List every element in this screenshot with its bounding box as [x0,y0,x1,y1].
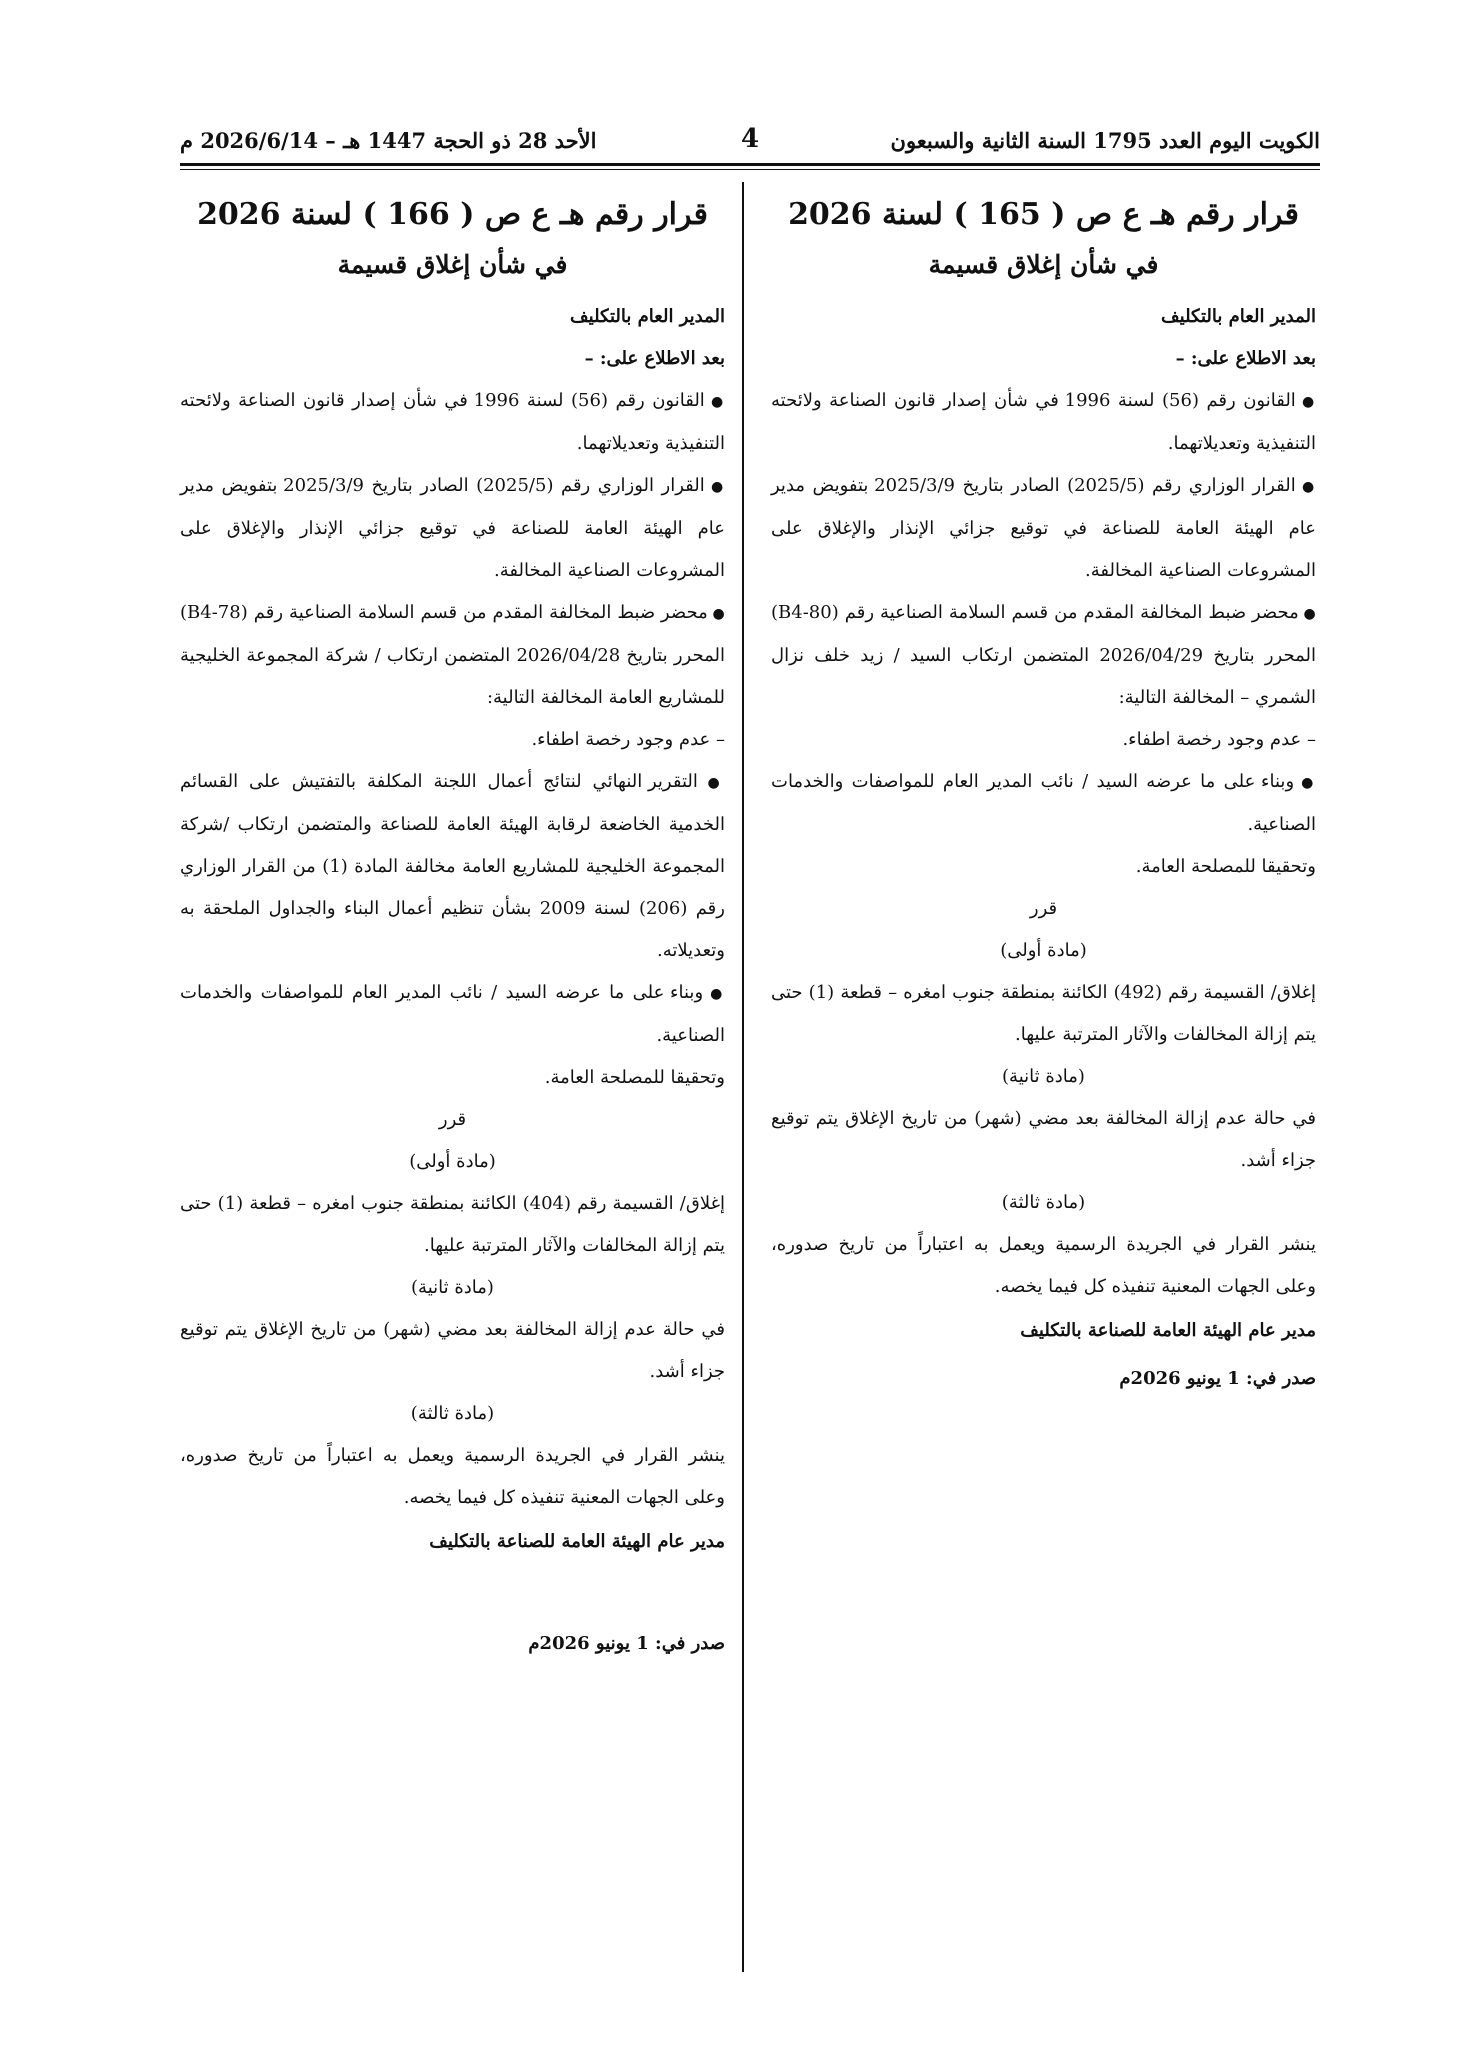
reference-violation-report: ● محضر ضبط المخالفة المقدم من قسم السلامة الصناعية رقم (B4-78) المحرر بتاريخ 2026/04/28 المتضمن ارتكاب / شركة المجموعة الخليجية للمشاريع العامة المخالفة التالية: [180,592,725,719]
header-rule-thick [180,163,1320,166]
decision-subtitle: في شأن إغلاق قسيمة [337,250,568,279]
decided-label: قرر [1029,898,1058,919]
article-2-text: في حالة عدم إزالة المخالفة بعد مضي (شهر) من تاريخ الإغلاق يتم توقيع جزاء أشد. [180,1319,725,1382]
issue-date: الأحد 28 ذو الحجة 1447 هـ – 2026/6/14 م [180,128,597,153]
article-2-title: (مادة ثانية) [411,1277,494,1298]
reference-proposal: ● وبناء على ما عرضه السيد / نائب المدير العام للمواصفات والخدمات الصناعية. [180,972,725,1057]
article-3-text: ينشر القرار في الجريدة الرسمية ويعمل به اعتباراً من تاريخ صدوره، وعلى الجهات المعنية تنفيذه كل فيما يخصه. [771,1234,1316,1297]
issuer: المدير العام بالتكليف [1161,306,1316,327]
violation-item: – عدم وجود رخصة اطفاء. [1122,729,1316,750]
decided-label: قرر [438,1109,467,1130]
article-1-text: إغلاق/ القسيمة رقم (492) الكائنة بمنطقة جنوب امغره – قطعة (1) حتى يتم إزالة المخالفات والآثار المترتبة عليها. [771,982,1316,1045]
preamble: بعد الاطلاع على: – [1175,348,1316,369]
public-interest: وتحقيقا للمصلحة العامة. [1135,856,1316,877]
article-1-title: (مادة أولى) [1000,940,1087,961]
column-divider [742,182,744,1972]
reference-ministerial-decision: ● القرار الوزاري رقم (2025/5) الصادر بتاريخ 2025/3/9 بتفويض مدير عام الهيئة العامة للصناعة في توقيع جزائي الإنذار والإغلاق على المشروعات الصناعية المخالفة. [180,465,725,592]
reference-ministerial-decision: ● القرار الوزاري رقم (2025/5) الصادر بتاريخ 2025/3/9 بتفويض مدير عام الهيئة العامة للصناعة في توقيع جزائي الإنذار والإغلاق على المشروعات الصناعية المخالفة. [771,465,1316,592]
article-3-title: (مادة ثالثة) [410,1403,495,1424]
decision-subtitle: في شأن إغلاق قسيمة [928,250,1159,279]
reference-law: ● القانون رقم (56) لسنة 1996 في شأن إصدار قانون الصناعة ولائحته التنفيذية وتعديلاتهما. [771,380,1316,465]
page-number: 4 [740,124,760,154]
article-2-text: في حالة عدم إزالة المخالفة بعد مضي (شهر) من تاريخ الإغلاق يتم توقيع جزاء أشد. [771,1108,1316,1171]
signature: مدير عام الهيئة العامة للصناعة بالتكليف [429,1531,725,1552]
decision-165-column [771,190,1316,1400]
decision-166-column [180,190,725,1665]
article-1-title: (مادة أولى) [409,1151,496,1172]
issue-date-line: صدر في: 1 يونيو 2026م [1119,1368,1316,1389]
article-3-text: ينشر القرار في الجريدة الرسمية ويعمل به اعتباراً من تاريخ صدوره، وعلى الجهات المعنية تنفيذه كل فيما يخصه. [180,1445,725,1508]
header-rule-thin [180,169,1320,170]
page-header [180,120,1320,160]
reference-law: ● القانون رقم (56) لسنة 1996 في شأن إصدار قانون الصناعة ولائحته التنفيذية وتعديلاتهما. [180,380,725,465]
gazette-issue: الكويت اليوم العدد 1795 السنة الثانية والسبعون [890,128,1320,153]
article-1-text: إغلاق/ القسيمة رقم (404) الكائنة بمنطقة جنوب امغره – قطعة (1) حتى يتم إزالة المخالفات والآثار المترتبة عليها. [180,1193,725,1256]
article-2-title: (مادة ثانية) [1002,1066,1085,1087]
public-interest: وتحقيقا للمصلحة العامة. [544,1067,725,1088]
decision-title: قرار رقم هـ ع ص ( 166 ) لسنة 2026 [197,197,708,232]
reference-violation-report: ● محضر ضبط المخالفة المقدم من قسم السلامة الصناعية رقم (B4-80) المحرر بتاريخ 2026/04/29 المتضمن ارتكاب السيد / زيد خلف نزال الشمري – المخالفة التالية: [771,592,1316,719]
decision-title: قرار رقم هـ ع ص ( 165 ) لسنة 2026 [788,197,1299,232]
reference-proposal: ● وبناء على ما عرضه السيد / نائب المدير العام للمواصفات والخدمات الصناعية. [771,761,1316,846]
violation-item: – عدم وجود رخصة اطفاء. [531,729,725,750]
issue-date-line: صدر في: 1 يونيو 2026م [528,1633,725,1654]
issuer: المدير العام بالتكليف [570,306,725,327]
preamble: بعد الاطلاع على: – [584,348,725,369]
reference-final-report: ● التقرير النهائي لنتائج أعمال اللجنة المكلفة بالتفتيش على القسائم الخدمية الخاضعة لرقابة الهيئة العامة للصناعة والمتضمن ارتكاب /شركة المجموعة الخليجية للمشاريع العامة مخالفة المادة (1) من القرار الوزاري رقم (206) لسنة 2009 بشأن تنظيم أعمال البناء والجداول الملحقة به وتعديلاته. [180,761,725,972]
signature: مدير عام الهيئة العامة للصناعة بالتكليف [1020,1320,1316,1341]
article-3-title: (مادة ثالثة) [1001,1192,1086,1213]
